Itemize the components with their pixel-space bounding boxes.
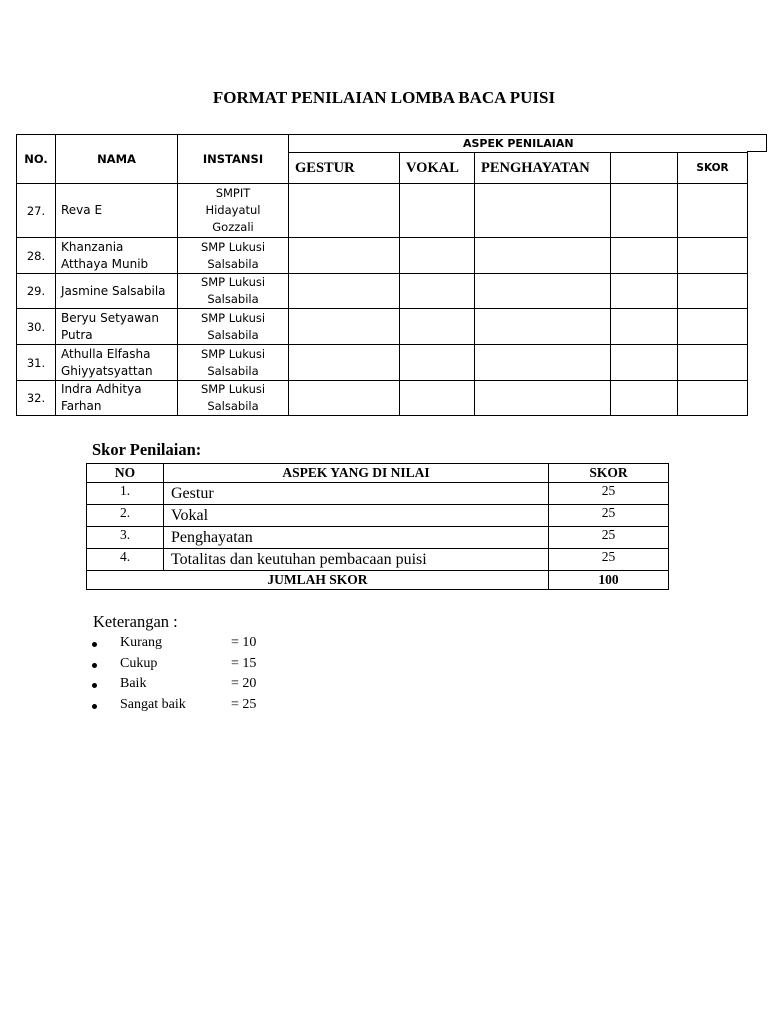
row-nama [56,274,178,309]
nama-line: Indra Adhitya [61,382,142,396]
cell-vokal[interactable] [400,184,475,238]
header-aspek-penilaian: ASPEK PENILAIAN [289,135,748,153]
total-value: 100 [549,571,669,590]
row-nama [56,309,178,345]
bullet-icon [92,683,97,688]
header-no: NO. [17,135,56,184]
cell-vokal[interactable] [400,381,475,416]
nama-line: Khanzania [61,239,124,254]
total-label: JUMLAH SKOR [87,571,549,590]
instansi-line: SMP Lukusi [200,275,266,289]
nama-line: Jasmine Salsabila [61,283,166,298]
bullet-icon [92,663,97,668]
header-skor: SKOR [678,153,748,184]
instansi-line: Hidayatul [205,203,261,217]
keterangan-label: Baik [120,676,147,691]
row-instansi [178,345,289,381]
row-instansi [178,309,289,345]
score-aspek: Totalitas dan keutuhan pembacaan puisi [164,549,549,571]
table-row [17,309,748,345]
score-no: 3. [87,527,164,549]
row-instansi [178,274,289,309]
row-nama [56,238,178,274]
row-instansi [178,381,289,416]
instansi-line: SMP Lukusi [200,239,266,254]
instansi-line: SMP Lukusi [200,346,266,361]
cell-blank[interactable] [611,381,678,416]
keterangan-label: Cukup [120,655,158,671]
row-instansi [178,184,289,238]
row-nama [56,381,178,416]
cell-gestur[interactable] [289,274,400,309]
nama-line: Ghiyyatsyattan [61,363,153,378]
keterangan-value: = 15 [231,655,257,671]
cell-penghayatan[interactable] [475,309,611,345]
keterangan-value: = 25 [231,696,257,712]
instansi-line: Gozzali [212,220,254,234]
cell-penghayatan[interactable] [475,238,611,274]
nama-line: Putra [61,327,93,342]
row-no: 29. [17,274,56,309]
score-no: 2. [87,505,164,527]
header-nama: NAMA [56,135,178,184]
score-header-aspek: ASPEK YANG DI NILAI [164,464,549,483]
assessment-table [16,134,748,416]
cell-penghayatan[interactable] [475,345,611,381]
cell-vokal[interactable] [400,309,475,345]
cell-gestur[interactable] [289,238,400,274]
score-header-skor: SKOR [549,464,669,483]
score-aspek: Penghayatan [164,527,549,549]
table-row [17,274,748,309]
score-no: 1. [87,483,164,505]
cell-skor[interactable] [678,345,748,381]
row-nama [56,184,178,238]
keterangan-label: Kurang [120,635,162,650]
instansi-line: Salsabila [207,399,259,413]
cell-blank[interactable] [611,184,678,238]
score-aspek: Vokal [164,505,549,527]
header-blank [611,153,678,184]
score-row [87,505,669,527]
keterangan-value: = 10 [231,635,257,650]
score-value: 25 [549,549,669,571]
header-penghayatan: PENGHAYATAN [475,153,611,184]
row-instansi [178,238,289,274]
nama-line: Atthaya Munib [61,256,149,271]
cell-penghayatan[interactable] [475,381,611,416]
instansi-line: SMPIT [215,186,251,200]
cell-vokal[interactable] [400,274,475,309]
score-header-no: NO [87,464,164,483]
nama-line: Reva E [61,203,103,217]
cell-skor[interactable] [678,274,748,309]
score-row [87,483,669,505]
score-aspek: Gestur [164,483,549,505]
instansi-line: Salsabila [207,327,259,342]
instansi-line: Salsabila [207,292,259,306]
header-instansi: INSTANSI [178,135,289,184]
score-table [86,463,669,590]
score-row [87,527,669,549]
bullet-icon [92,642,97,647]
header-vokal: VOKAL [400,153,475,184]
cell-blank[interactable] [611,309,678,345]
cell-skor[interactable] [678,381,748,416]
cell-vokal[interactable] [400,238,475,274]
cell-blank[interactable] [611,345,678,381]
cell-skor[interactable] [678,309,748,345]
score-value: 25 [549,505,669,527]
score-value: 25 [549,527,669,549]
row-no: 32. [17,381,56,416]
nama-line: Athulla Elfasha [61,346,151,361]
cell-penghayatan[interactable] [475,184,611,238]
header-extension [747,134,767,152]
keterangan-heading: Keterangan : [93,612,178,631]
row-nama [56,345,178,381]
nama-line: Farhan [61,399,102,413]
instansi-line: Salsabila [207,363,259,378]
table-row [17,381,748,416]
cell-blank[interactable] [611,238,678,274]
row-no: 31. [17,345,56,381]
cell-skor[interactable] [678,238,748,274]
cell-blank[interactable] [611,274,678,309]
cell-gestur[interactable] [289,309,400,345]
score-no: 4. [87,549,164,571]
row-no: 28. [17,238,56,274]
row-no: 30. [17,309,56,345]
cell-skor[interactable] [678,184,748,238]
keterangan-value: = 20 [231,676,257,691]
instansi-line: Salsabila [207,256,259,271]
bullet-icon [92,704,97,709]
keterangan-label: Sangat baik [120,696,186,712]
nama-line: Beryu Setyawan [61,310,160,325]
cell-vokal[interactable] [400,345,475,381]
cell-gestur[interactable] [289,381,400,416]
header-gestur: GESTUR [289,153,400,184]
page-title: FORMAT PENILAIAN LOMBA BACA PUISI [212,88,556,107]
score-value: 25 [549,483,669,505]
instansi-line: SMP Lukusi [200,310,266,325]
instansi-line: SMP Lukusi [200,382,266,396]
cell-penghayatan[interactable] [475,274,611,309]
table-row [17,238,748,274]
score-row [87,549,669,571]
skor-penilaian-heading: Skor Penilaian: [92,440,202,459]
table-row [17,345,748,381]
table-row [17,184,748,238]
cell-gestur[interactable] [289,345,400,381]
cell-gestur[interactable] [289,184,400,238]
row-no: 27. [17,184,56,238]
